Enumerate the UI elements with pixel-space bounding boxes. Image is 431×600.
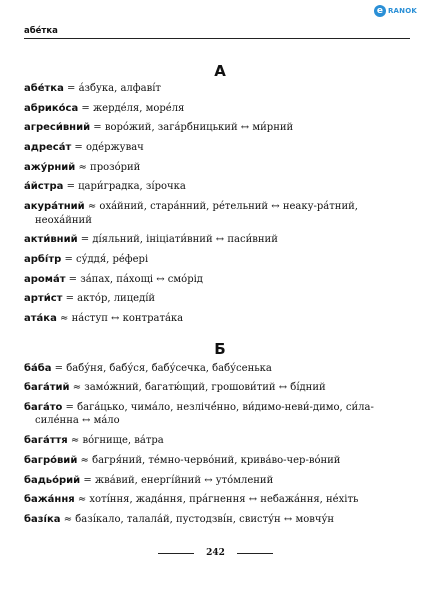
dictionary-entry [24, 161, 416, 175]
entry-headword: агреси́вний [24, 122, 91, 134]
entry-synonyms: = бабу́ня, бабу́ся, бабу́сечка, бабу́сенька [51, 362, 272, 374]
entry-synonyms: = су́ддя́, ре́фері [61, 254, 149, 265]
entry-headword: базі́ка [24, 513, 61, 525]
entry-headword: ажу́рний [24, 161, 76, 173]
footer-rule-right [237, 553, 273, 554]
section-letter: А [214, 62, 226, 80]
entry-synonyms: = жва́вий, енергі́йний ↔ уто́млений [80, 474, 274, 486]
dictionary-entry [24, 292, 416, 306]
dictionary-entry [24, 362, 416, 376]
dictionary-entry [24, 200, 416, 227]
entry-headword: абе́тка [24, 83, 64, 94]
entry-synonyms: ≈ во́гнище, ва́тра [67, 435, 164, 447]
dictionary-entry [24, 180, 416, 194]
entry-headword: бага́тий [24, 382, 70, 394]
entry-synonyms: ≈ хоті́ння, жада́ння, пра́гнення ↔ небажа́ння, не́хіть [74, 494, 359, 506]
entry-headword: бажа́ння [24, 494, 75, 506]
dictionary-entry [24, 401, 416, 428]
entry-synonyms: = жерде́ля, море́ля [78, 102, 185, 114]
entry-headword: ата́ка [24, 313, 57, 325]
page-footer [0, 548, 431, 558]
dictionary-entry [24, 381, 416, 395]
entry-synonyms: ≈ базі́кало, талала́й, пустодзві́н, свисту́н ↔ мовчу́н [60, 513, 335, 525]
entry-headword: арбі́тр [24, 254, 62, 265]
entry-headword: арома́т [24, 273, 66, 285]
dictionary-entry [24, 434, 416, 448]
dictionary-body [24, 62, 416, 533]
entry-headword: ба́ба [24, 362, 52, 374]
entry-synonyms: = оде́ржувач [71, 142, 144, 154]
entry-headword: арти́ст [24, 293, 63, 305]
entry-synonyms: = а́збука, алфаві́т [63, 83, 161, 94]
dictionary-entry [24, 82, 416, 96]
entry-headword: а́йстра [24, 181, 64, 193]
entry-headword: бага́ття [24, 435, 68, 447]
dictionary-entry [24, 454, 416, 468]
dictionary-entry [24, 273, 416, 287]
entry-headword: акура́тний [24, 201, 85, 213]
entry-headword: бадьо́рий [24, 474, 81, 486]
section-entries [24, 362, 416, 527]
entry-synonyms: ≈ на́ступ ↔ контрата́ка [56, 313, 184, 325]
section-entries [24, 82, 416, 326]
entry-headword: бага́то [24, 401, 63, 413]
entry-headword: абрико́са [24, 102, 79, 114]
entry-headword: адреса́т [24, 142, 72, 154]
dictionary-entry [24, 102, 416, 116]
entry-synonyms: = за́пах, па́хощі ↔ смо́рід [65, 273, 203, 285]
logo-text: RANOK [387, 7, 417, 15]
dictionary-entry [24, 141, 416, 155]
footer-rule-left [158, 553, 194, 554]
publisher-logo [374, 5, 417, 17]
entry-synonyms: ≈ багря́ний, те́мно-черво́ний, крива́во-чер-во́ний [77, 454, 341, 466]
dictionary-entry [24, 493, 416, 507]
entry-synonyms: = воро́жий, зага́рбницький ↔ ми́рний [90, 122, 294, 134]
entry-synonyms: = ді́яльний, ініціати́вний ↔ паси́вний [77, 234, 278, 246]
dictionary-entry [24, 312, 416, 326]
page-number: 242 [206, 548, 225, 558]
entry-synonyms: = акто́р, лицеді́й [62, 293, 156, 305]
dictionary-entry [24, 121, 416, 135]
entry-synonyms: = цари́градка, зі́рочка [63, 181, 186, 193]
entry-synonyms: ≈ замо́жний, багатю́щий, грошови́тий ↔ бі́дний [69, 382, 326, 394]
dictionary-entry [24, 233, 416, 247]
section-letter: Б [214, 339, 226, 358]
dictionary-entry [24, 253, 416, 267]
running-header: абе́тка [24, 26, 410, 39]
entry-synonyms: ≈ оха́йний, стара́нний, ре́тельний ↔ неаку-ра́тний, неоха́йний [35, 201, 358, 226]
entry-synonyms: ≈ прозо́рий [75, 161, 141, 173]
entry-headword: багро́вий [24, 454, 78, 466]
entry-synonyms: = бага́цько, чима́ло, незлічé́нно, ви́димо-неви́-димо, си́ла-силе́нна ↔ ма́ло [35, 401, 374, 427]
entry-headword: акти́вний [24, 234, 78, 246]
logo-mark-icon: e [374, 5, 386, 17]
dictionary-entry [24, 513, 416, 527]
dictionary-entry [24, 474, 416, 488]
